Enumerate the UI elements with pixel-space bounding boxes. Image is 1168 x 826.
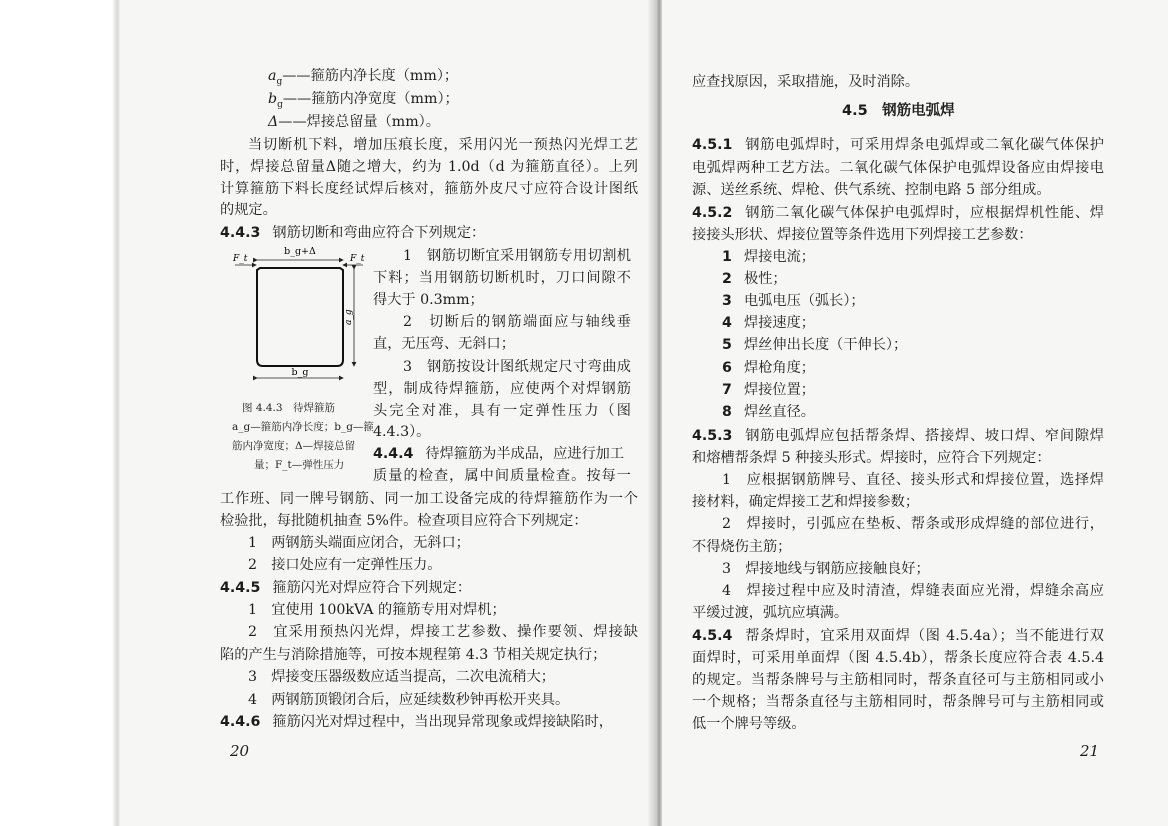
parameter-number: 2 (722, 271, 732, 288)
side-dimension-label: a_g (344, 309, 354, 325)
paragraph-line: 源、送丝系统、焊枪、供气系统、控制电路 5 部分组成。 (692, 182, 1051, 198)
parameter-text: 电弧电压（弧长）； (744, 293, 865, 310)
list-item-line: 2 切断后的钢筋端面应与轴线垂 (403, 314, 631, 331)
list-item-line: 4 两钢筋顶锻闭合后，应延续数秒钟再松开夹具。 (248, 691, 570, 708)
clause-text: 待焊箍筋为半成品，应进行加工 (425, 446, 625, 462)
clause-text: 钢筋电弧焊应包括帮条焊、搭接焊、坡口焊、窄间隙焊 (744, 428, 1104, 444)
paragraph-line: 时，焊接总留量Δ随之增大，约为 1.0d（d 为箍筋直径）。上列 (220, 158, 638, 175)
symbol: Δ (268, 114, 279, 130)
parameter-item (722, 380, 815, 400)
clause-text: 箍筋闪光对焊过程中，当出现异常现象或焊接缺陷时， (272, 714, 613, 730)
clause-text: 钢筋二氧化碳气体保护电弧焊时，应根据焊机性能、焊 (744, 205, 1104, 221)
symbol-definition (268, 112, 440, 138)
list-item-line: 3 焊接地线与钢筋应接触良好； (722, 560, 930, 577)
clause-text: 箍筋闪光对焊应符合下列规定： (272, 580, 472, 596)
list-item-line: 不得烧伤主筋； (692, 538, 792, 555)
paragraph-line: 低一个牌号等级。 (692, 716, 806, 733)
parameter-number: 8 (722, 403, 732, 420)
clause-text: 帮条焊时，宜采用双面焊（图 4.5.4a）；当不能进行双 (744, 628, 1104, 644)
list-item-line: 4 焊接过程中应及时清渣，焊缝表面应光滑，焊缝余高应 (722, 583, 1104, 599)
bottom-dimension-label: b_g (291, 367, 309, 378)
stirrup-outline (257, 268, 343, 366)
parameter-number: 5 (722, 337, 732, 354)
list-item-line: 1 宜使用 100kVA 的箍筋专用对焊机； (248, 602, 506, 618)
clause-number: 4.4.5 (220, 580, 261, 596)
parameter-number: 7 (722, 381, 732, 398)
clause-number: 4.4.6 (220, 714, 261, 730)
paragraph-line: 应查找原因，采取措施，及时消除。 (692, 74, 920, 90)
parameter-text: 焊接速度； (744, 315, 815, 332)
parameter-item (722, 313, 815, 333)
paragraph-line: 工作班、同一牌号钢筋、同一加工设备完成的待焊箍筋作为一个 (220, 491, 638, 507)
list-item-line: 2 宜采用预热闪光焊，焊接工艺参数、操作要领、焊接缺 (248, 624, 638, 641)
parameter-item (722, 269, 787, 289)
symbol-subscript: g (276, 76, 283, 87)
figure-caption-note: a_g—箍筋内净长度；b_g—箍 (232, 421, 374, 433)
page-number-left: 20 (230, 742, 250, 760)
parameter-item (722, 291, 865, 311)
paragraph-line: 的规定。 (220, 202, 277, 219)
list-item-line: 接材料，确定焊接工艺和焊接参数； (692, 494, 920, 511)
clause-number: 4.4.3 (220, 225, 261, 241)
clause-4-5-2 (692, 203, 1104, 223)
list-item-line: 头完全对准，具有一定弹性压力（图 (373, 402, 631, 419)
symbol-definition (268, 66, 458, 92)
definition-text: ——箍筋内净宽度（mm）； (282, 91, 459, 107)
clause-4-5-1 (692, 135, 1104, 155)
paragraph-line: 当切断机下料，增加压痕长度，采用闪光一预热闪光焊工艺 (248, 137, 638, 153)
parameter-number: 6 (722, 359, 732, 376)
left-page (120, 0, 656, 826)
parameter-item (722, 335, 907, 355)
clause-4-4-5 (220, 578, 471, 598)
page-number-right: 21 (1080, 742, 1100, 760)
parameter-item (722, 358, 815, 378)
parameter-text: 焊丝直径。 (744, 403, 815, 420)
parameter-number: 4 (722, 315, 732, 332)
clause-number: 4.4.4 (373, 446, 414, 462)
list-item-line: 1 钢筋切断宜采用钢筋专用切割机 (403, 248, 631, 264)
figure-caption-note: 筋内净宽度；Δ—焊接总留 (232, 440, 356, 452)
list-item-line: 4.4.3）。 (373, 424, 431, 441)
symbol: a (268, 68, 277, 84)
clause-4-5-3 (692, 426, 1104, 446)
section-title: 4.5 钢筋电弧焊 (842, 103, 955, 119)
paragraph-line: 质量的检查，属中间质量检查。按每一 (373, 468, 631, 484)
paragraph-line: 检验批，每批随机抽查 5%件。检查项目应符合下列规定： (220, 513, 588, 529)
clause-number: 4.5.4 (692, 628, 733, 644)
list-item-line: 下料；当用钢筋切断机时，刀口间隙不 (373, 269, 631, 286)
right-force-label: F_t (350, 254, 365, 264)
paragraph-line: 一个规格；当帮条直径与主筋相同时，帮条牌号可与主筋相同或 (692, 694, 1104, 711)
top-dimension-label: b_g+Δ (284, 246, 316, 257)
parameter-number: 1 (722, 249, 732, 265)
list-item-line: 直，无压弯、无斜口； (373, 336, 515, 353)
list-item-line: 平缓过渡，弧坑应填满。 (692, 605, 849, 622)
list-item-line: 得大于 0.3mm； (373, 291, 484, 308)
paragraph-line: 计算箍筋下料长度经试焊后核对，箍筋外皮尺寸应符合设计图纸 (220, 180, 638, 197)
clause-4-5-4 (692, 626, 1104, 646)
parameter-item (722, 402, 815, 422)
clause-4-4-4 (373, 444, 631, 464)
parameter-text: 焊丝伸出长度（干伸长）； (744, 337, 908, 354)
paragraph-line: 的规定。当帮条牌号与主筋相同时，帮条直径可与主筋相同或小 (692, 672, 1104, 689)
list-item-line: 3 焊接变压器级数应适当提高，二次电流稍大； (248, 669, 555, 686)
list-item-line: 2 接口处应有一定弹性压力。 (248, 557, 442, 573)
clause-number: 4.5.1 (692, 137, 733, 153)
clause-text: 钢筋电弧焊时，可采用焊条电弧焊或二氧化碳气体保护 (744, 137, 1104, 153)
parameter-text: 极性； (744, 271, 787, 288)
definition-text: ——焊接总留量（mm）。 (278, 114, 440, 130)
parameter-number: 3 (722, 293, 732, 310)
left-force-label: F_t (233, 254, 248, 264)
clause-4-4-6 (220, 712, 613, 732)
figure-caption-note: 量；F_t—弹性压力 (254, 459, 345, 471)
paragraph-line: 和熔槽帮条焊 5 种接头形式。焊接时，应符合下列规定： (692, 450, 1051, 466)
paragraph-line: 面焊时，可采用单面焊（图 4.5.4b），帮条长度应符合表 4.5.4 (692, 650, 1104, 667)
parameter-text: 焊枪角度； (744, 359, 815, 376)
symbol: b (268, 91, 278, 107)
symbol-subscript: g (277, 99, 283, 110)
list-item-line: 1 两钢筋头端面应闭合，无斜口； (248, 535, 470, 551)
paragraph-line: 接接头形状、焊接位置等条件选用下列焊接工艺参数： (692, 227, 1033, 243)
parameter-text: 焊接电流； (744, 249, 815, 265)
right-page (662, 0, 1168, 826)
list-item-line: 1 应根据钢筋牌号、直径、接头形式和焊接位置，选择焊 (722, 472, 1104, 488)
clause-text: 钢筋切断和弯曲应符合下列规定： (272, 225, 486, 241)
stirrup-figure (230, 240, 365, 390)
list-item-line: 型，制成待焊箍筋，应使两个对焊钢筋 (373, 380, 631, 397)
clause-number: 4.5.2 (692, 205, 733, 221)
list-item-line: 3 钢筋按设计图纸规定尺寸弯曲成 (403, 359, 631, 375)
list-item-line: 陷的产生与消除措施等，可按本规程第 4.3 节相关规定执行； (220, 646, 607, 663)
figure-caption-title: 图 4.4.3 待焊箍筋 (242, 402, 336, 414)
symbol-definition (268, 89, 459, 115)
paragraph-line: 电弧焊两种工艺方法。二氧化碳气体保护电弧焊设备应由焊接电 (692, 160, 1104, 176)
clause-number: 4.5.3 (692, 428, 733, 444)
definition-text: ——箍筋内净长度（mm）； (282, 68, 459, 84)
list-item-line: 2 焊接时，引弧应在垫板、帮条或形成焊缝的部位进行， (722, 516, 1104, 533)
parameter-item (722, 247, 815, 267)
parameter-text: 焊接位置； (744, 381, 815, 398)
